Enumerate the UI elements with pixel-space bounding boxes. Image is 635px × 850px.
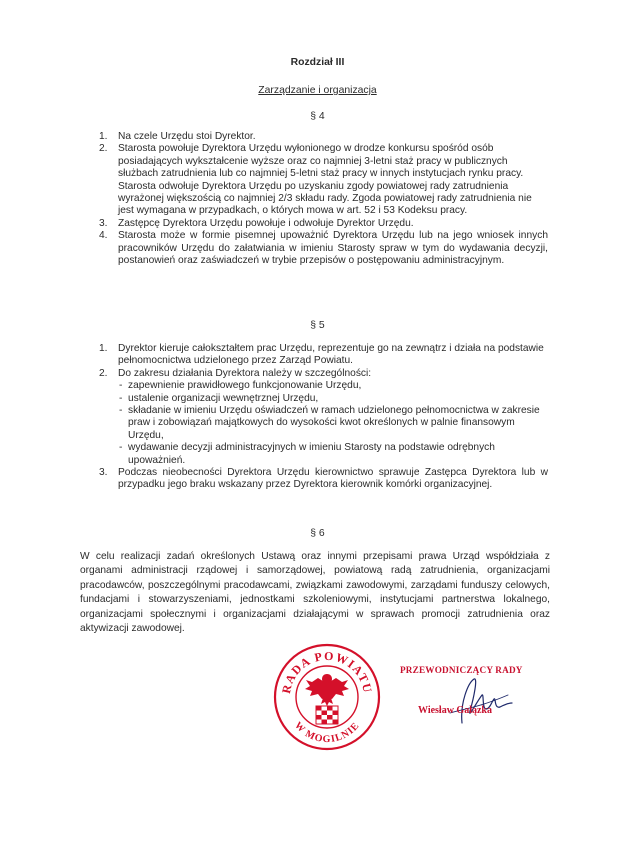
item-text: Starosta powołuje Dyrektora Urzędu wyłonionego w drodze konkursu spośród osób posiadających wykształcenie wyższe oraz co najmniej 3-letni staż pracy w publicznych służbach zatrudnienia lub co najmniej 5-letni staż pracy w innych instytucjach rynku pracy. Starosta odwołuje Dyrektora Urzędu po uzyskaniu zgody powiatowej rady zatrudnienia wyrażonej większością co najmniej 2/3 składu rady. Zgoda powiatowej rady zatrudnienia nie jest wymagana w przypadkach, o których mowa w art. 52 i 53 Kodeksu pracy. [118,143,532,217]
section-5-list [99,343,548,492]
item-number: 3. [99,467,108,479]
signature-title: PRZEWODNICZĄCY RADY [400,665,523,675]
item-number: 1. [99,343,108,354]
item-number: 3. [99,217,108,229]
seal-text-top: RADA POWIATU [279,648,375,695]
section-4-item [99,230,548,267]
item-text: Do zakresu działania Dyrektora należy w szczególności: [118,367,372,379]
section-heading-6: § 6 [310,528,325,539]
chapter-title: Zarządzanie i organizacja [258,85,377,96]
eagle-emblem-icon [305,674,349,706]
seal-text-bottom: W MOGILNIE [292,720,362,746]
signature-block [400,665,560,716]
item-text: Starosta może w formie pisemnej upoważnić Dyrektora Urzędu lub na jego wniosek innych pracowników Urzędu do załatwiania w imieniu Starosty spraw w tym do wydawania decyzji, postanowień oraz zaświadczeń w trybie przepisów o postępowaniu administracyjnym. [118,230,548,267]
sublist-item: - zapewnienie prawidłowego funkcjonowanie Urzędu, [118,380,548,392]
handwritten-signature [430,673,515,728]
checker-shield-icon [316,706,338,724]
section-4-item [99,131,548,143]
section-5-sublist [118,380,548,467]
section-4-item [99,217,548,230]
item-number: 2. [99,143,108,155]
sublist-item: - składanie w imieniu Urzędu oświadczeń w ramach udzielonego pełnomocnictwa w zakresie praw i zobowiązań majątkowych do wysokości kwot określonych w palnie finansowym Urzędu, [118,405,548,442]
sublist-item: - ustalenie organizacji wewnętrznej Urzędu, [118,393,548,405]
section-5-item [99,367,548,467]
section-4-list [99,131,548,267]
item-number: 1. [99,131,108,142]
chapter-heading: Rozdział III [290,57,345,68]
section-heading-4: § 4 [310,111,325,122]
section-5-item [99,343,548,368]
item-text: Na czele Urzędu stoi Dyrektor. [118,131,256,142]
council-seal [272,642,382,752]
item-number: 2. [99,367,108,379]
section-heading-5: § 5 [310,320,325,331]
item-text: Dyrektor kieruje całokształtem prac Urzędu, reprezentuje go na zewnątrz i działa na podstawie pełnomocnictwa udzielonego przez Zarząd Powiatu. [118,343,544,367]
item-text: Zastępcę Dyrektora Urzędu powołuje i odwołuje Dyrektor Urzędu. [118,217,414,229]
section-4-item [99,143,548,217]
signature-name: Wiesław Gałązka [418,705,492,716]
sublist-item: - wydawanie decyzji administracyjnych w imieniu Starosty na podstawie odrębnych upoważnień. [118,442,548,467]
section-5-item [99,467,548,492]
item-text: Podczas nieobecności Dyrektora Urzędu kierownictwo sprawuje Zastępca Dyrektora lub w przypadku jego braku wskazany przez Dyrektora kierownik komórki organizacyjnej. [118,467,548,491]
item-number: 4. [99,230,108,242]
section-6-text: W celu realizacji zadań określonych Ustawą oraz innymi przepisami prawa Urząd współdziała z organami administracji rządowej i samorządowej, powiatową radą zatrudnienia, organizacjami pracodawców, poszczególnymi pracodawcami, związkami zawodowymi, zarządami funduszy celowych, fundacjami i stowarzyszeniami, jednostkami szkoleniowymi, instytucjami partnerstwa lokalnego, organizacjami społecznymi i organizacjami działającymi w sprawach promocji zatrudnienia oraz aktywizacji zawodowej. [80,551,550,635]
